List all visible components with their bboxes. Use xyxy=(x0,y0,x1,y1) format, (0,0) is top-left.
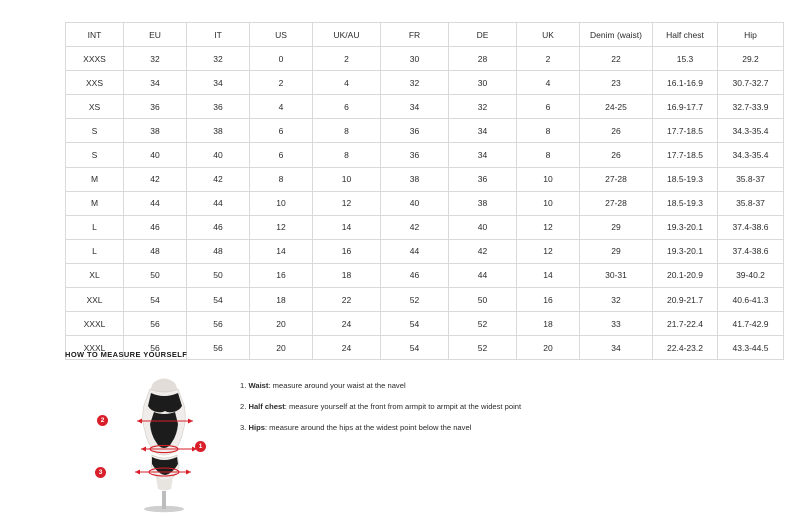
table-cell: 24 xyxy=(313,336,381,360)
size-table-container xyxy=(65,22,769,360)
table-cell: 52 xyxy=(449,312,517,336)
table-column-header: DE xyxy=(449,23,517,47)
table-row xyxy=(66,95,784,119)
table-cell: L xyxy=(66,239,124,263)
table-cell: 20.9-21.7 xyxy=(653,288,718,312)
table-cell: 18.5-19.3 xyxy=(653,167,718,191)
table-cell: 6 xyxy=(313,95,381,119)
table-cell: 43.3-44.5 xyxy=(718,336,784,360)
table-cell: 26 xyxy=(580,119,653,143)
table-cell: 34 xyxy=(580,336,653,360)
measure-instruction-text: : measure yourself at the front from armpit to armpit at the widest point xyxy=(284,402,522,412)
table-cell: 54 xyxy=(381,336,449,360)
table-cell: 6 xyxy=(250,143,313,167)
table-cell: 37.4-38.6 xyxy=(718,215,784,239)
table-cell: 14 xyxy=(313,215,381,239)
table-cell: 12 xyxy=(313,191,381,215)
table-cell: 12 xyxy=(517,215,580,239)
table-cell: 26 xyxy=(580,143,653,167)
table-cell: 40.6-41.3 xyxy=(718,288,784,312)
table-cell: XXS xyxy=(66,71,124,95)
table-cell: 36 xyxy=(381,119,449,143)
table-cell: 54 xyxy=(124,288,187,312)
table-cell: 12 xyxy=(517,239,580,263)
table-cell: 36 xyxy=(381,143,449,167)
table-cell: 41.7-42.9 xyxy=(718,312,784,336)
table-cell: 39-40.2 xyxy=(718,263,784,287)
table-cell: 8 xyxy=(313,143,381,167)
table-cell: 17.7-18.5 xyxy=(653,143,718,167)
table-row xyxy=(66,119,784,143)
table-cell: 20 xyxy=(250,312,313,336)
table-cell: 50 xyxy=(187,263,250,287)
table-cell: 14 xyxy=(517,263,580,287)
table-header-row xyxy=(66,23,784,47)
table-cell: 32.7-33.9 xyxy=(718,95,784,119)
how-to-measure-title: HOW TO MEASURE YOURSELF xyxy=(65,350,188,359)
table-cell: 40 xyxy=(187,143,250,167)
table-cell: 8 xyxy=(517,119,580,143)
table-cell: 29 xyxy=(580,239,653,263)
table-row xyxy=(66,71,784,95)
table-row xyxy=(66,263,784,287)
table-cell: 34 xyxy=(187,71,250,95)
table-cell: 38 xyxy=(124,119,187,143)
table-cell: 36 xyxy=(187,95,250,119)
table-row xyxy=(66,167,784,191)
table-cell: 16 xyxy=(250,263,313,287)
table-column-header: INT xyxy=(66,23,124,47)
table-cell: XXXS xyxy=(66,47,124,71)
table-cell: 30-31 xyxy=(580,263,653,287)
table-column-header: FR xyxy=(381,23,449,47)
table-cell: 40 xyxy=(124,143,187,167)
table-cell: S xyxy=(66,143,124,167)
measure-badge-1: 1 xyxy=(195,441,206,452)
table-cell: 48 xyxy=(124,239,187,263)
table-cell: 16.9-17.7 xyxy=(653,95,718,119)
table-cell: 54 xyxy=(381,312,449,336)
table-cell: 2 xyxy=(250,71,313,95)
table-cell: 42 xyxy=(187,167,250,191)
table-cell: 36 xyxy=(124,95,187,119)
table-row xyxy=(66,215,784,239)
table-cell: 34 xyxy=(449,119,517,143)
measure-instruction-number: 3. xyxy=(240,423,247,433)
table-cell: 15.3 xyxy=(653,47,718,71)
table-column-header: Half chest xyxy=(653,23,718,47)
table-cell: M xyxy=(66,167,124,191)
table-cell: 12 xyxy=(250,215,313,239)
table-cell: 30.7-32.7 xyxy=(718,71,784,95)
table-cell: 8 xyxy=(250,167,313,191)
table-cell: 34 xyxy=(381,95,449,119)
how-to-measure-section xyxy=(65,350,765,513)
table-cell: 8 xyxy=(517,143,580,167)
table-cell: 27-28 xyxy=(580,191,653,215)
table-row xyxy=(66,239,784,263)
table-cell: 19.3-20.1 xyxy=(653,239,718,263)
table-cell: 10 xyxy=(517,191,580,215)
table-cell: 22 xyxy=(580,47,653,71)
table-cell: 17.7-18.5 xyxy=(653,119,718,143)
table-cell: 20.1-20.9 xyxy=(653,263,718,287)
table-cell: 16 xyxy=(517,288,580,312)
table-cell: 16.1-16.9 xyxy=(653,71,718,95)
table-cell: 34 xyxy=(449,143,517,167)
measure-instruction-number: 1. xyxy=(240,381,247,390)
table-body xyxy=(66,47,784,360)
table-cell: 34.3-35.4 xyxy=(718,119,784,143)
table-cell: 36 xyxy=(449,167,517,191)
measure-instruction-term: Half chest xyxy=(248,402,285,412)
table-cell: 30 xyxy=(449,71,517,95)
measure-instruction-text: : measure around your waist at the navel xyxy=(268,381,406,390)
size-conversion-table xyxy=(65,22,784,360)
table-cell: 35.8-37 xyxy=(718,167,784,191)
table-cell: 18 xyxy=(250,288,313,312)
table-cell: 38 xyxy=(381,167,449,191)
table-row xyxy=(66,191,784,215)
table-cell: 42 xyxy=(449,239,517,263)
table-cell: 20 xyxy=(250,336,313,360)
table-cell: 33 xyxy=(580,312,653,336)
table-cell: 32 xyxy=(449,95,517,119)
table-cell: 42 xyxy=(381,215,449,239)
table-cell: 10 xyxy=(517,167,580,191)
table-cell: 52 xyxy=(381,288,449,312)
table-cell: 24-25 xyxy=(580,95,653,119)
table-cell: 35.8-37 xyxy=(718,191,784,215)
measure-instruction xyxy=(240,381,521,390)
table-cell: 8 xyxy=(313,119,381,143)
measure-instruction xyxy=(240,402,521,411)
table-column-header: IT xyxy=(187,23,250,47)
table-cell: 54 xyxy=(187,288,250,312)
table-cell: 46 xyxy=(381,263,449,287)
table-cell: 18 xyxy=(517,312,580,336)
measure-badge-2: 2 xyxy=(97,415,108,426)
measure-instruction-term: Waist xyxy=(248,381,269,390)
table-row xyxy=(66,47,784,71)
table-cell: 50 xyxy=(449,288,517,312)
table-column-header: UK/AU xyxy=(313,23,381,47)
measure-instructions-list xyxy=(240,373,521,444)
table-cell: 10 xyxy=(250,191,313,215)
table-cell: 24 xyxy=(313,312,381,336)
table-row xyxy=(66,312,784,336)
table-cell: 29 xyxy=(580,215,653,239)
how-to-measure-body xyxy=(65,373,765,513)
table-cell: 46 xyxy=(124,215,187,239)
table-cell: M xyxy=(66,191,124,215)
table-cell: 14 xyxy=(250,239,313,263)
measure-instruction-number: 2. xyxy=(240,402,247,412)
table-cell: 42 xyxy=(124,167,187,191)
table-cell: 32 xyxy=(381,71,449,95)
table-cell: 40 xyxy=(381,191,449,215)
measure-instruction-text: : measure around the hips at the widest point below the navel xyxy=(264,423,472,433)
table-column-header: US xyxy=(250,23,313,47)
table-row xyxy=(66,143,784,167)
table-cell: 23 xyxy=(580,71,653,95)
table-cell: XXXL xyxy=(66,336,124,360)
table-cell: 38 xyxy=(449,191,517,215)
table-cell: 40 xyxy=(449,215,517,239)
table-cell: 4 xyxy=(250,95,313,119)
table-cell: 52 xyxy=(449,336,517,360)
table-cell: 44 xyxy=(187,191,250,215)
table-cell: 56 xyxy=(187,336,250,360)
table-cell: 44 xyxy=(124,191,187,215)
table-cell: L xyxy=(66,215,124,239)
table-column-header: Hip xyxy=(718,23,784,47)
table-cell: XXXL xyxy=(66,312,124,336)
table-cell: 22.4-23.2 xyxy=(653,336,718,360)
table-cell: 29.2 xyxy=(718,47,784,71)
table-column-header: UK xyxy=(517,23,580,47)
table-cell: 34 xyxy=(124,71,187,95)
table-cell: 46 xyxy=(187,215,250,239)
table-cell: 28 xyxy=(449,47,517,71)
table-cell: 2 xyxy=(313,47,381,71)
table-cell: 0 xyxy=(250,47,313,71)
table-cell: 6 xyxy=(250,119,313,143)
table-cell: 27-28 xyxy=(580,167,653,191)
table-cell: 19.3-20.1 xyxy=(653,215,718,239)
table-cell: 16 xyxy=(313,239,381,263)
table-cell: 4 xyxy=(313,71,381,95)
table-cell: 6 xyxy=(517,95,580,119)
table-cell: 56 xyxy=(124,312,187,336)
table-cell: 48 xyxy=(187,239,250,263)
table-cell: 10 xyxy=(313,167,381,191)
table-cell: 44 xyxy=(381,239,449,263)
table-cell: 18 xyxy=(313,263,381,287)
table-cell: 22 xyxy=(313,288,381,312)
table-cell: 2 xyxy=(517,47,580,71)
measure-badge-3: 3 xyxy=(95,467,106,478)
table-cell: XL xyxy=(66,263,124,287)
table-cell: 56 xyxy=(124,336,187,360)
table-cell: XXL xyxy=(66,288,124,312)
measure-instruction-term: Hips xyxy=(248,423,265,433)
table-cell: 56 xyxy=(187,312,250,336)
table-cell: 32 xyxy=(124,47,187,71)
table-cell: 50 xyxy=(124,263,187,287)
table-cell: 21.7-22.4 xyxy=(653,312,718,336)
table-cell: 32 xyxy=(187,47,250,71)
table-column-header: EU xyxy=(124,23,187,47)
table-cell: 4 xyxy=(517,71,580,95)
table-cell: 32 xyxy=(580,288,653,312)
table-cell: S xyxy=(66,119,124,143)
table-cell: 38 xyxy=(187,119,250,143)
measure-instruction xyxy=(240,423,521,432)
table-cell: 44 xyxy=(449,263,517,287)
table-row xyxy=(66,288,784,312)
table-cell: 20 xyxy=(517,336,580,360)
mannequin-figure xyxy=(98,373,222,513)
table-cell: 18.5-19.3 xyxy=(653,191,718,215)
table-cell: 37.4-38.6 xyxy=(718,239,784,263)
table-cell: 30 xyxy=(381,47,449,71)
table-column-header: Denim (waist) xyxy=(580,23,653,47)
table-cell: 34.3-35.4 xyxy=(718,143,784,167)
table-cell: XS xyxy=(66,95,124,119)
